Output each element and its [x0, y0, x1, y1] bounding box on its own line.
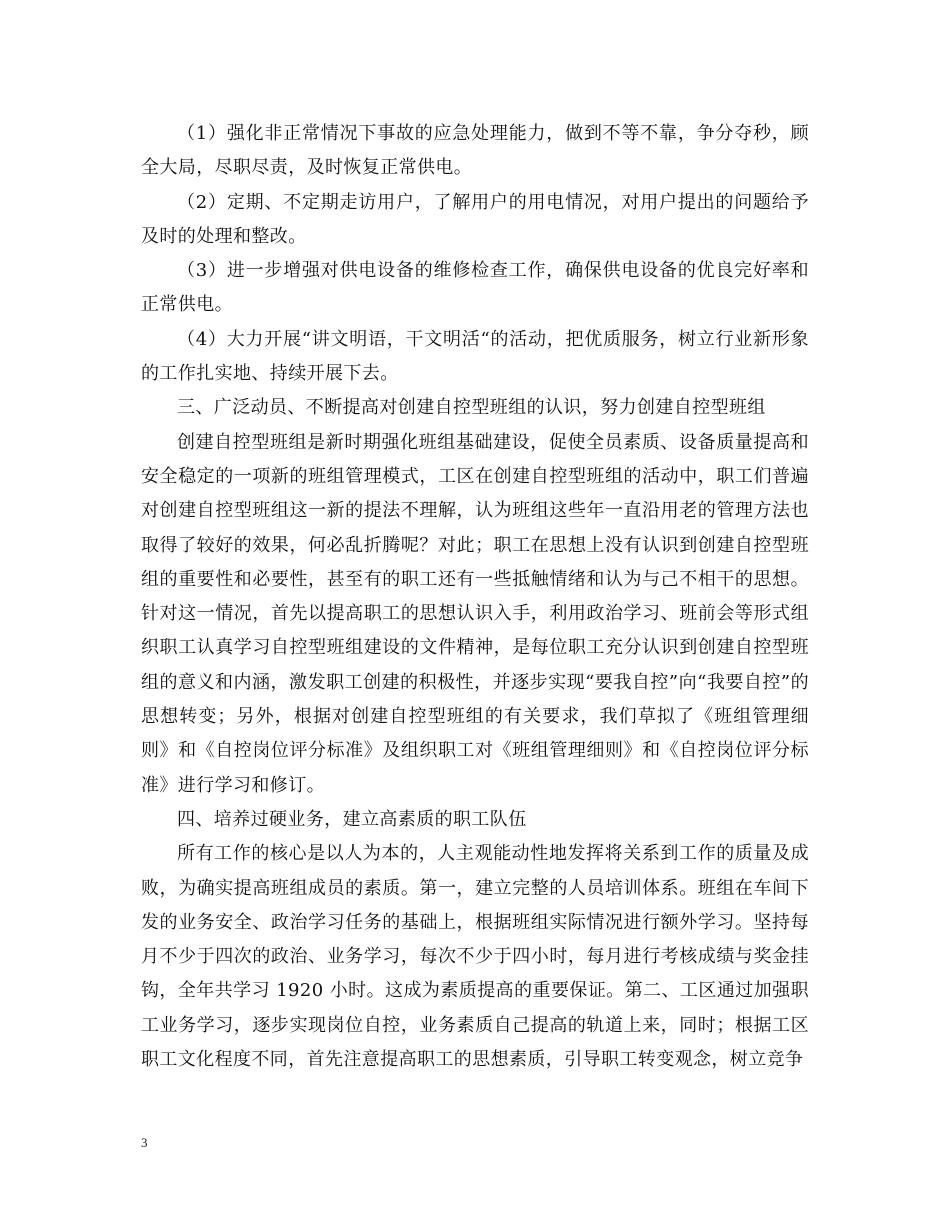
- section-heading-4: 四、培养过硬业务，建立高素质的职工队伍: [177, 808, 527, 830]
- page-number: 3: [141, 1135, 148, 1150]
- section-heading-3: 三、广泛动员、不断提高对创建自控型班组的认识，努力创建自控型班组: [177, 397, 766, 419]
- paragraph-item-1: （1）强化非正常情况下事故的应急处理能力，做到不等不靠，争分夺秒，顾全大局，尽职尽责，及时恢复正常供电。: [141, 123, 809, 179]
- paragraph-item-4: （4）大力开展“讲文明语，干文明活“的活动，把优质服务，树立行业新形象的工作扎实地、持续开展下去。: [141, 328, 809, 385]
- paragraph-staff-quality: 所有工作的核心是以人为本的，人主观能动性地发挥将关系到工作的质量及成败，为确实提高班组成员的素质。第一，建立完整的人员培训体系。班组在车间下发的业务安全、政治学习任务的基础上，根据班组实际情况进行额外学习。坚持每月不少于四次的政治、业务学习，每次不少于四小时，每月进行考核成绩与奖金挂钩，全年共学习 1920 小时。这成为素质提高的重要保证。第二、工区通过加强职工业务学习，逐步实现岗位自控，业务素质自己提高的轨道上来，同时；根据工区职工文化程度不同，首先注意提高职工的思想素质，引导职工转变观念，树立竞争: [141, 843, 809, 1071]
- paragraph-item-3: （3）进一步增强对供电设备的维修检查工作，确保供电设备的优良完好率和正常供电。: [141, 260, 809, 316]
- paragraph-self-control-team: 创建自控型班组是新时期强化班组基础建设，促使全员素质、设备质量提高和安全稳定的一项新的班组管理模式，工区在创建自控型班组的活动中，职工们普遍对创建自控型班组这一新的提法不理解，认为班组这些年一直沿用老的管理方法也取得了较好的效果，何必乱折腾呢？对此；职工在思想上没有认识到创建自控型班组的重要性和必要性，甚至有的职工还有一些抵触情绪和认为与己不相干的思想。针对这一情况，首先以提高职工的思想认识入手，利用政治学习、班前会等形式组织职工认真学习自控型班组建设的文件精神，是每位职工充分认识到创建自控型班组的意义和内涵，激发职工创建的积极性，并逐步实现“要我自控”向“我要自控”的思想转变；另外，根据对创建自控型班组的有关要求，我们草拟了《班组管理细则》和《自控岗位评分标准》及组织职工对《班组管理细则》和《自控岗位评分标准》进行学习和修订。: [141, 431, 809, 796]
- document-body: [141, 117, 809, 1077]
- paragraph-item-2: （2）定期、不定期走访用户，了解用户的用电情况，对用户提出的问题给予及时的处理和整改。: [141, 191, 809, 247]
